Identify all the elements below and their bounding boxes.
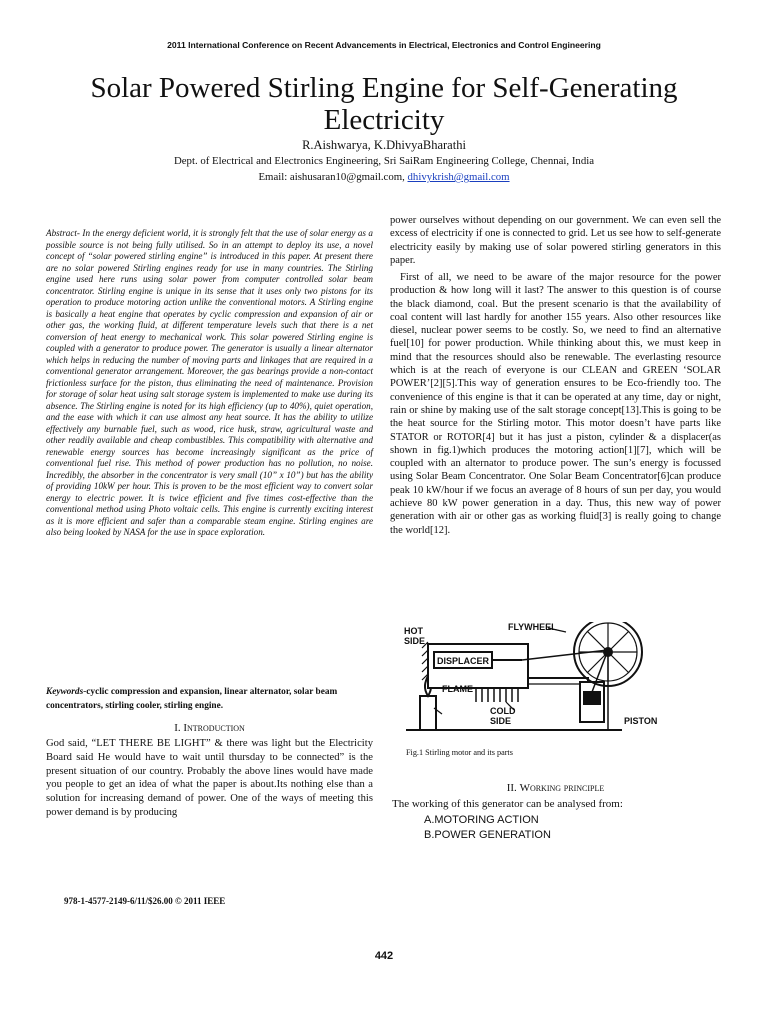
right-paragraph-2: First of all, we need to be aware of the major resource for the power production & how long will it last? The answer to this question is of course the black diamond, coal. But the present scenario is that the availability of coal content will last hardly for another 155 years. Also other resources like diesel, nuclear power seems to be costly. So, we need to find an alternative fuel[10] for power production. While thinking about this, we must keep in mind that the resources should also be renewable. The everlasting resource which is at the reach of everyone is our CLEAN and GREEN ‘SOLAR POWER’[2][5].This way of generation ensures to be Eco-friendly too. The convenience of this engine is that it can be operated at any time, day or night, rain or shine by making use of the salt storage concept[13].This is going to be the heat source for the Stirling motor. This motor doesn’t have parts like STATOR or ROTOR[4] but it has just a piston, cylinder & a displacer(as shown in fig.1)which produces the motoring action[1][7], which will be coupled with an alternator to produce power. The sun’s energy is focussed using Solar Beam Concentrator. One Solar Beam Concentrator[6]can produce peak 10 kW/hour if we focus an average of 8 hours of sun per day, you would achieve 80 kW power generation in a day. Thus, this new way of power generation with air or other gas as working fluid[3] is really going to change the world[12].	[390, 272, 721, 536]
connecting-pipe-inner	[528, 684, 582, 700]
section2-numeral: II.	[506, 782, 517, 794]
label-hot: HOT	[404, 626, 423, 636]
section-title: Introduction	[183, 722, 245, 734]
abstract: Abstract- In the energy deficient world, it is strongly felt that the use of solar energy as a possible source is not being fully utilised. So in an attempt to deploy its use, a novel concept of “solar powered stirling engine” is introduced in this paper. At present there are no solar powered Stirling engines ready for use in many countries. The Stirling engine used here runs using solar power from computer controlled solar beam concentrator. Stirling engine is unique in its sense that it uses only two pistons for its operation to produce motoring action unlike the conventional motors. A Stirling engine is basically a heat engine that operates by cyclic compression and expansion of air or other gas, the working fluid, at different temperature levels such that there is a net conversion of heat energy to mechanical work. This solar powered Stirling engine is coupled with a generator to produce power. The generator is usually a linear alternator which helps in reducing the number of moving parts and linkages that are required in a conventional generator arrangement. Moreover, the gas bearings provide a non-contact frictionless surface for the piston, thus eliminating the need of maintenance. Provision for storage of solar heat using salt storage system is implemented to make use during its absence. The Stirling engine is noted for its high efficiency (up to 40%), quiet operation, and the ease with which it can use almost any heat source. It has the ability to utilize effectively any burnable fuel, such as wood, rice husk, straw, agricultural waste and other readily available and cheap combustibles. This compatibility with alternative and renewable energy sources has become increasingly significant as the price of conventional fuel rise. This method of power production has no pollution, no noise. Incredibly, the absorber in the concentrator is very small (10” x 10”) but has the ability of providing 10kW per hour. This is proven to be the most efficient way to convert solar energy to electric power. It is twice efficient and five times cost-effective than the conventional method using Photo voltaic cells. This engine is currently exciting interest as it is more efficient and safer than a comparable steam engine. Stirling engines are also being looked by NASA for the use in space exploration.	[46, 228, 373, 538]
label-cold: COLD	[490, 706, 516, 716]
copyright-line: 978-1-4577-2149-6/11/$26.00 © 2011 IEEE	[64, 896, 226, 906]
keywords-label: Keywords-	[46, 687, 87, 697]
right-paragraph-1: power ourselves without depending on our government. We can even sell the excess of electricity if one is connected to grid. Let us see how to self-generate electricity easily by making use of solar powered stirling generators in this paper.	[390, 215, 721, 266]
introduction-text: God said, “LET THERE BE LIGHT” & there was light but the Electricity Board said He would have to wait until thursday to be connected” is the present situation of our country. Probably the above lines would have made you people to get an idea of what the paper is about.Its nothing else than a solution for increasing demand of power. One of the ways of meeting this power demand is by producing	[46, 738, 373, 818]
cooling-fins	[476, 688, 518, 702]
working-principle-text: The working of this generator can be analysed from:	[392, 798, 623, 810]
keywords	[46, 685, 373, 713]
paper-title: Solar Powered Stirling Engine for Self-Generating Electricity	[90, 72, 678, 136]
email-line	[0, 171, 768, 183]
conference-header: 2011 International Conference on Recent Advancements in Electrical, Electronics and Control Engineering	[167, 40, 601, 50]
section-heading-introduction	[46, 722, 373, 734]
label-displacer: DISPLACER	[437, 656, 490, 666]
section-heading-working-principle	[390, 782, 721, 794]
page-number: 442	[374, 950, 394, 962]
email-prefix: Email: aishusaran10@gmail.com,	[258, 171, 408, 183]
section2-title: Working principle	[519, 782, 605, 794]
authors: R.Aishwarya, K.DhivyaBharathi	[302, 138, 466, 152]
list-item-motoring-action: A.MOTORING ACTION	[424, 814, 539, 826]
figure-caption: Fig.1 Stirling motor and its parts	[406, 748, 513, 757]
piston-head	[584, 692, 600, 704]
candle-shape	[420, 696, 436, 730]
label-flywheel: FLYWHEEL	[508, 622, 557, 632]
section-numeral: I.	[174, 722, 181, 734]
affiliation: Dept. of Electrical and Electronics Engineering, Sri SaiRam Engineering College, Chennai, India	[173, 155, 595, 167]
stirling-motor-figure	[398, 622, 680, 740]
label-flame: FLAME	[442, 684, 473, 694]
label-cold-side: SIDE	[490, 716, 512, 726]
email-link[interactable]: dhivykrish@gmail.com	[407, 171, 510, 183]
keywords-text: cyclic compression and expansion, linear alternator, solar beam concentrators, stirling cooler, stirling engine.	[46, 687, 338, 711]
label-piston: PISTON	[624, 716, 658, 726]
list-item-power-generation: B.POWER GENERATION	[424, 829, 551, 841]
label-side: SIDE	[404, 636, 426, 646]
